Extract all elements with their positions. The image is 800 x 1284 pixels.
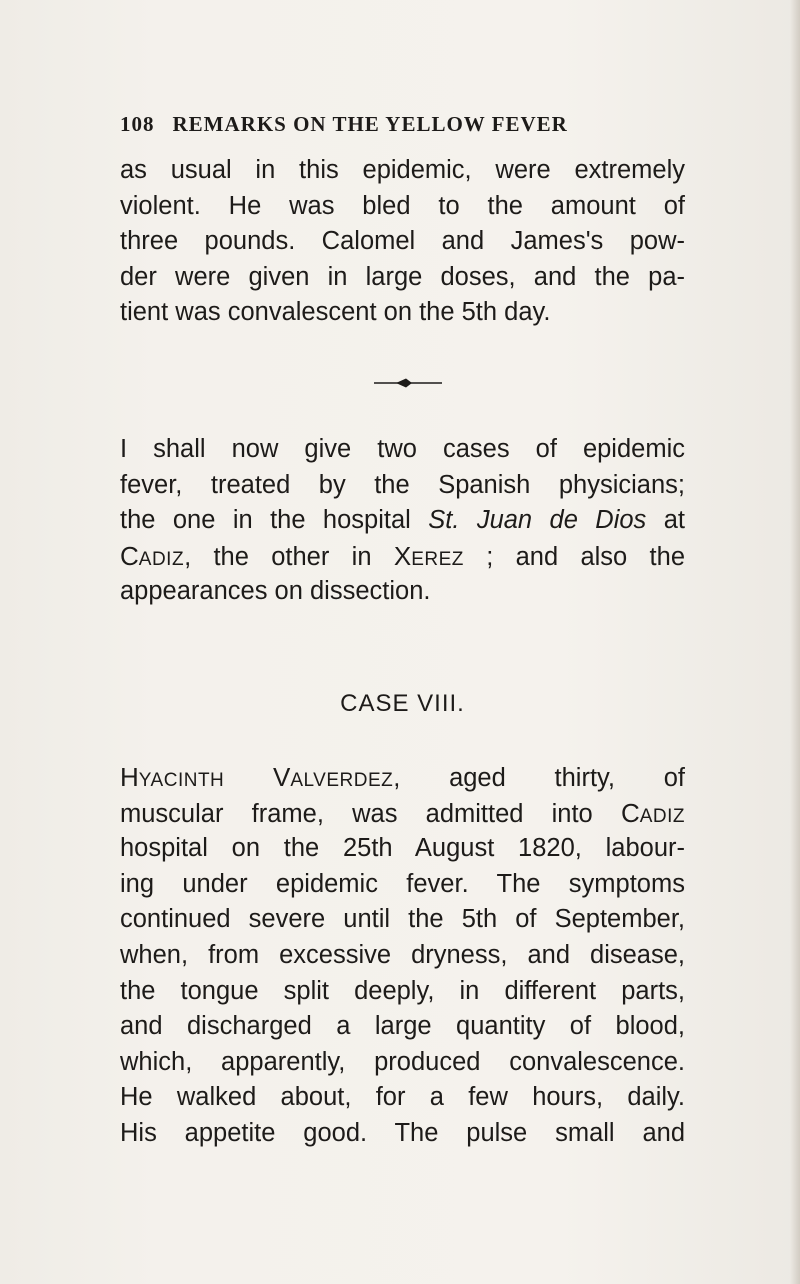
case-heading: CASE VIII. — [340, 690, 465, 717]
small-caps-initial: X — [393, 540, 412, 571]
text-line: He walked about, for a few hours, daily. — [120, 1083, 685, 1112]
text-run: , aged thirty, of — [393, 764, 685, 792]
text-line — [120, 796, 685, 832]
text-run: at — [646, 506, 685, 535]
italic-hospital-name: St. Juan de Dios — [428, 506, 647, 535]
small-caps-initial: V — [273, 762, 291, 792]
text-line: continued severe until the 5th of September, — [120, 905, 685, 934]
text-line: hospital on the 25th August 1820, labour- — [120, 834, 685, 863]
text-line: as usual in this epidemic, were extremely — [120, 156, 685, 184]
paragraph-introduction — [120, 432, 685, 610]
text-line: which, apparently, produced convalescence. — [120, 1047, 685, 1076]
text-line: I shall now give two cases of epidemic — [120, 435, 685, 463]
small-caps-initial: C — [620, 797, 640, 828]
small-caps-rest: ADIZ — [138, 548, 185, 570]
text-line: when, from excessive dryness, and disease, — [120, 940, 685, 969]
small-caps-rest: ADIZ — [639, 805, 685, 827]
text-line: three pounds. Calomel and James's pow- — [120, 227, 685, 256]
small-caps-rest: ALVERDEZ — [290, 770, 394, 791]
small-caps-initial: C — [120, 540, 139, 571]
text-run: the one in the hospital — [120, 506, 429, 535]
text-line: appearances on dissection. — [120, 577, 431, 606]
small-caps-initial: H — [120, 762, 139, 792]
text-line — [120, 503, 685, 539]
paragraph-continuation — [120, 153, 685, 331]
text-line: and discharged a large quantity of blood, — [120, 1012, 685, 1041]
text-line: ing under epidemic fever. The symptoms — [120, 869, 685, 898]
section-divider-ornament-icon — [372, 376, 444, 390]
running-title: REMARKS ON THE YELLOW FEVER — [172, 112, 568, 136]
text-run: muscular frame, was admitted into — [120, 799, 621, 828]
paragraph-case-report — [120, 760, 685, 1152]
running-header — [120, 112, 660, 146]
text-line: violent. He was bled to the amount of — [120, 191, 685, 220]
small-caps-rest: EREZ — [411, 548, 464, 570]
text-line: der were given in large doses, and the pa- — [120, 262, 685, 291]
page-number: 108 — [120, 112, 155, 136]
text-run: ; and also the — [463, 542, 686, 571]
text-run: , the other in — [184, 542, 394, 571]
text-line: the tongue split deeply, in different parts, — [120, 976, 685, 1005]
text-line: fever, treated by the Spanish physicians; — [120, 470, 685, 499]
text-line: His appetite good. The pulse small and — [120, 1118, 685, 1147]
small-caps-rest: YACINTH — [138, 770, 225, 791]
text-line — [120, 539, 685, 575]
page-edge-shadow — [790, 0, 800, 1284]
text-line — [120, 760, 685, 796]
text-line: tient was convalescent on the 5th day. — [120, 298, 551, 327]
